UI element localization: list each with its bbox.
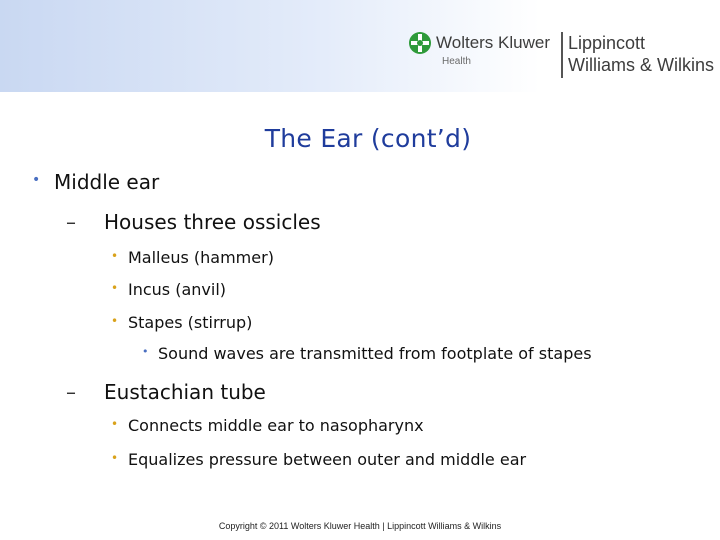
- bullet-text: Connects middle ear to nasopharynx: [128, 416, 424, 435]
- bullet-text: Stapes (stirrup): [128, 313, 253, 332]
- bullet-dot-icon: •: [111, 314, 119, 328]
- logo-partner-line1: Lippincott: [568, 33, 646, 53]
- logo-company-name: Wolters Kluwer: [436, 33, 550, 52]
- bullet-dot-icon: •: [142, 345, 149, 358]
- bullet-dot-icon: •: [111, 281, 119, 295]
- logo-partner-line2: Williams & Wilkins: [568, 55, 714, 75]
- bullet-text: Sound waves are transmitted from footplate of stapes: [158, 344, 592, 363]
- bullet-dash-icon: –: [66, 380, 76, 404]
- bullet-text: Equalizes pressure between outer and middle ear: [128, 450, 527, 469]
- bullet-dot-icon: •: [111, 249, 119, 263]
- bullet-dot-icon: •: [111, 417, 119, 431]
- logo-partner-name: [568, 32, 714, 76]
- publisher-logo: [406, 26, 718, 82]
- wolters-kluwer-logo-icon: [408, 31, 432, 55]
- bullet-text: Malleus (hammer): [128, 248, 274, 267]
- slide-title: The Ear (cont’d): [264, 124, 472, 153]
- bullet-dot-icon: •: [32, 172, 41, 188]
- bullet-text: Houses three ossicles: [104, 210, 321, 234]
- bullet-text: Incus (anvil): [128, 280, 227, 299]
- copyright-footer: Copyright © 2011 Wolters Kluwer Health | Lippincott Williams & Wilkins: [218, 521, 502, 531]
- logo-division-name: Health: [442, 56, 471, 67]
- logo-divider: [561, 32, 563, 78]
- bullet-text: Middle ear: [54, 170, 160, 194]
- bullet-text: Eustachian tube: [104, 380, 266, 404]
- bullet-dash-icon: –: [66, 210, 76, 234]
- bullet-dot-icon: •: [111, 451, 119, 465]
